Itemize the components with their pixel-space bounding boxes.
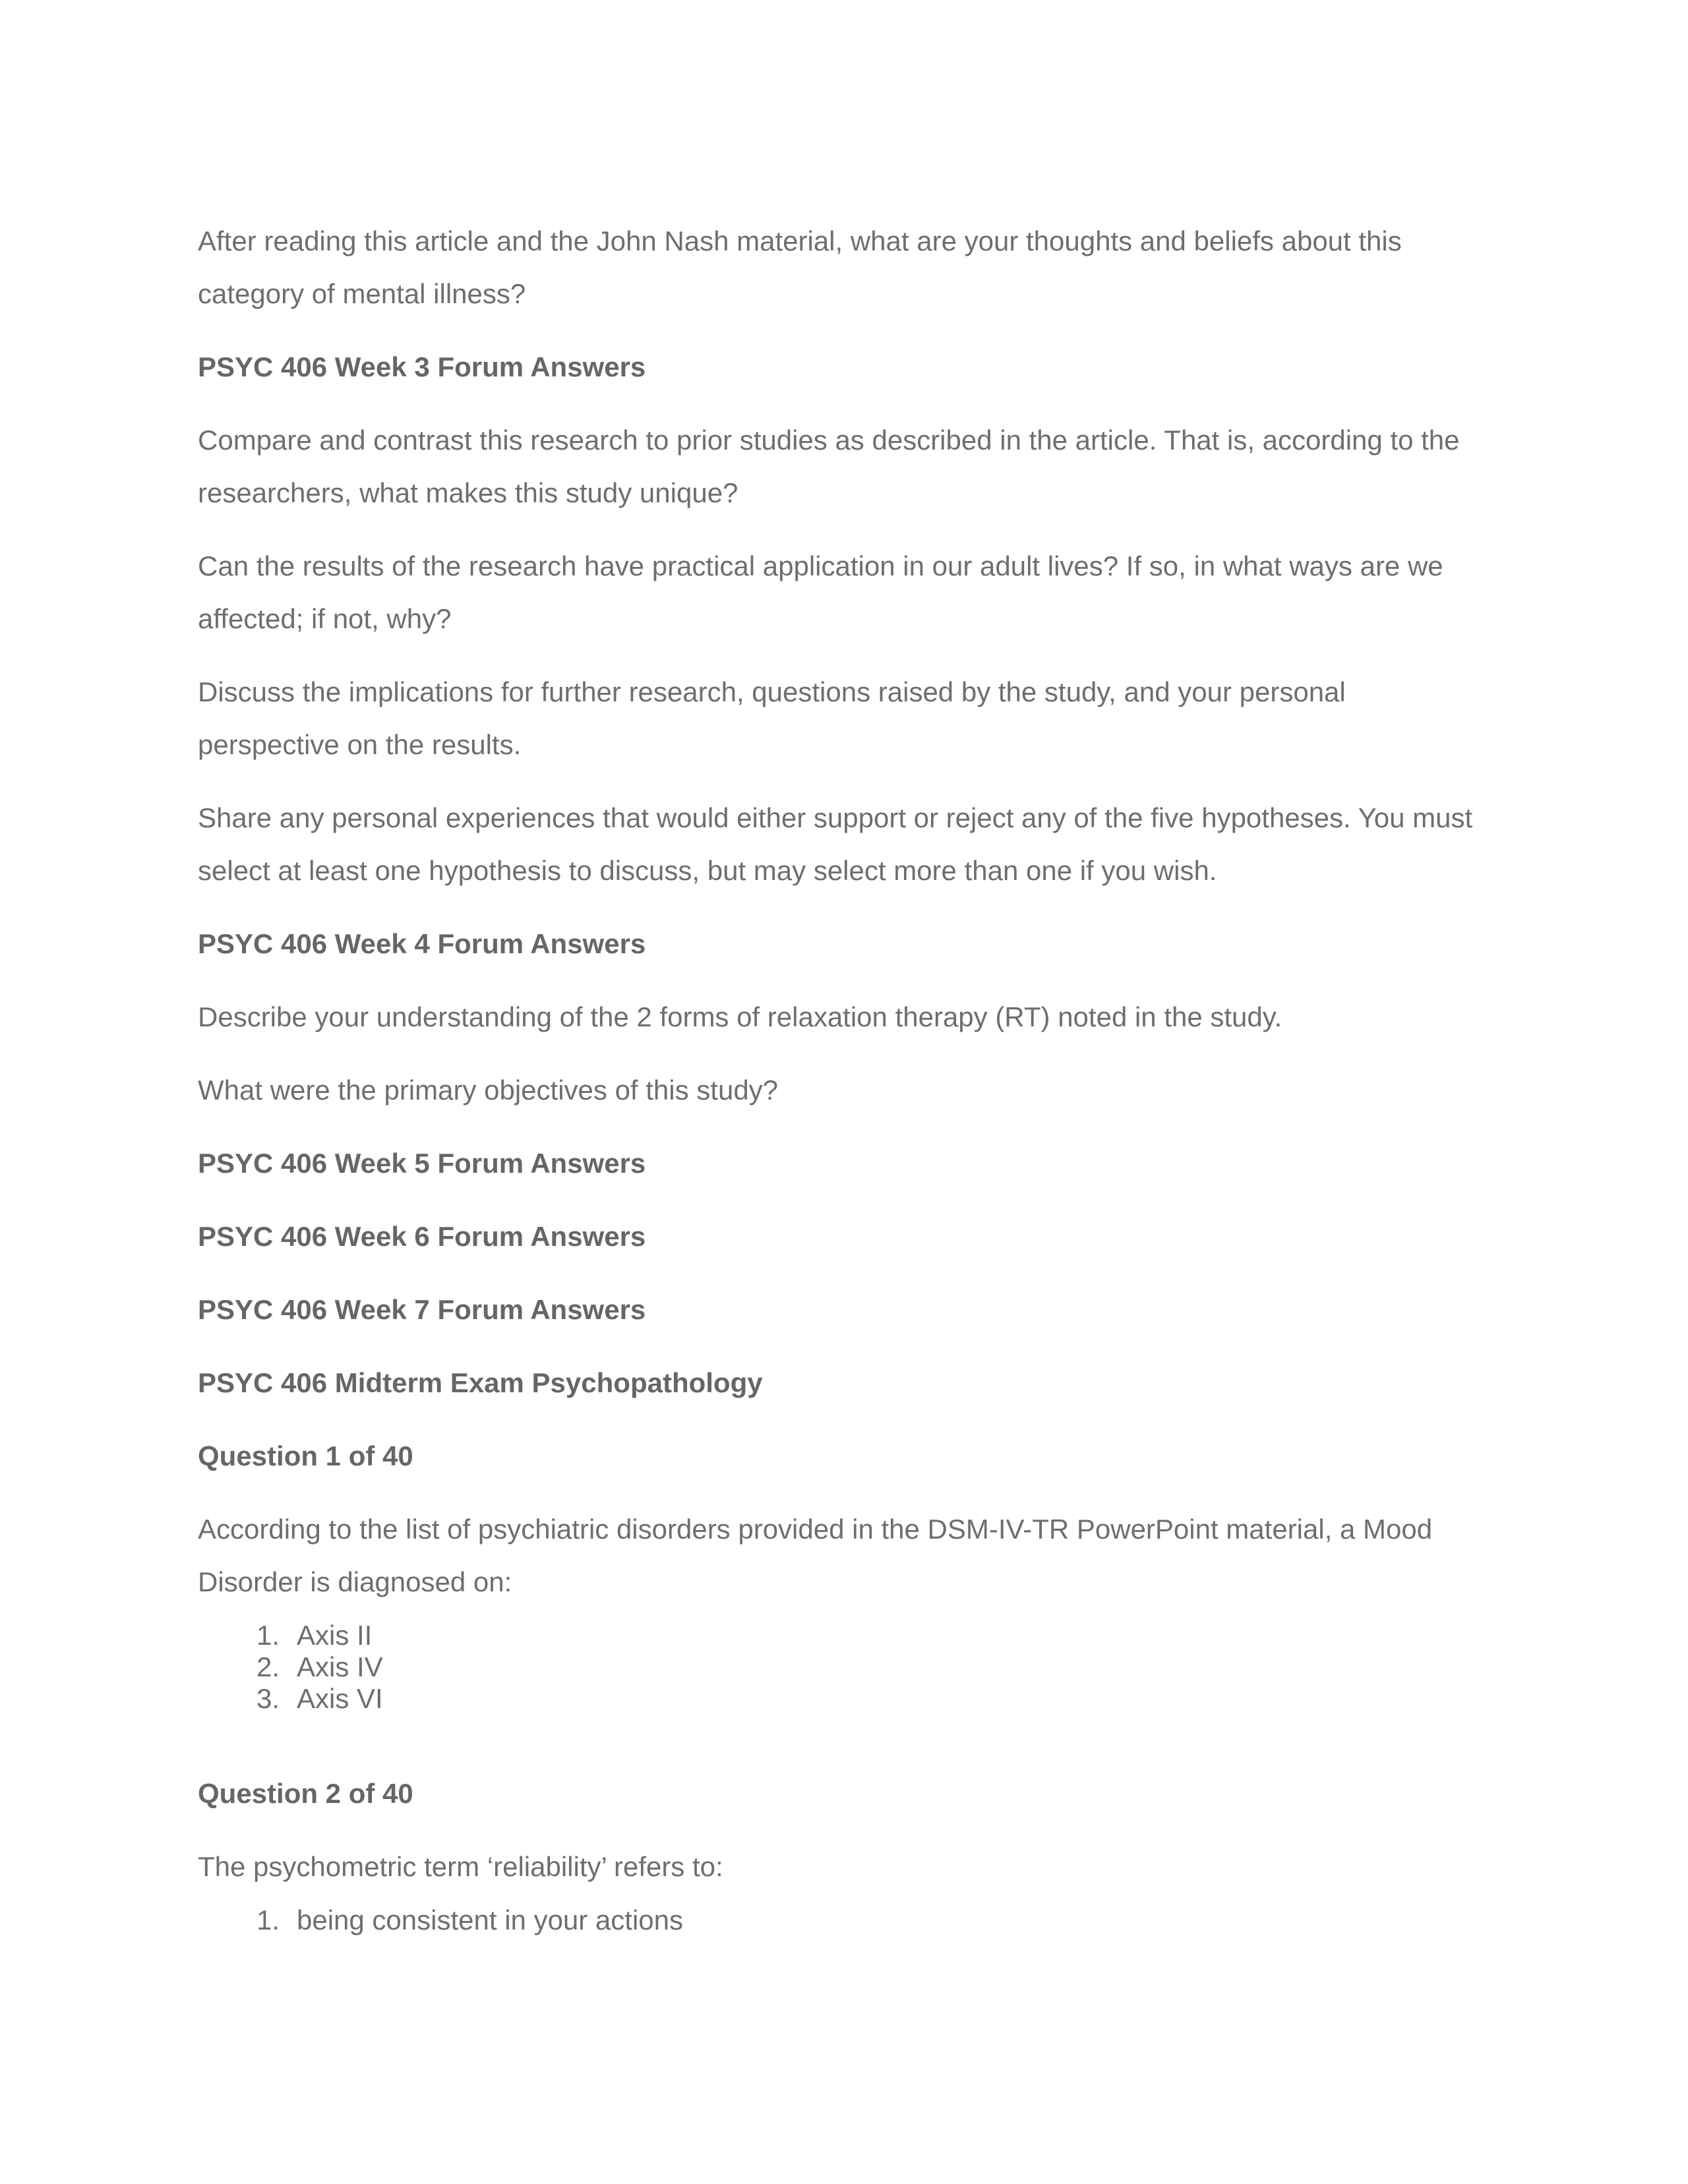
section-heading-week3: PSYC 406 Week 3 Forum Answers [198,351,646,382]
section-heading-week7: PSYC 406 Week 7 Forum Answers [198,1294,646,1325]
answer-options-list [198,1904,1490,1936]
option-text: Axis IV [297,1651,383,1682]
document-page [198,215,1490,1989]
paragraph: What were the primary objectives of this study? [198,1075,779,1106]
paragraph: Compare and contrast this research to prior studies as described in the article. That is, according to the researchers, what makes this study unique? [198,425,1460,508]
option-number: 3. [256,1683,280,1714]
paragraph: Describe your understanding of the 2 forms of relaxation therapy (RT) noted in the study. [198,1001,1282,1032]
answer-option [198,1651,1490,1683]
question-label: Question 2 of 40 [198,1778,413,1809]
paragraph: Share any personal experiences that would either support or reject any of the five hypotheses. You must select at least one hypothesis to discuss, but may select more than one if you wish. [198,802,1473,886]
answer-option [198,1904,1490,1936]
paragraph: Discuss the implications for further research, questions raised by the study, and your personal perspective on the results. [198,676,1346,760]
section-heading-midterm: PSYC 406 Midterm Exam Psychopathology [198,1367,763,1398]
section-heading-week5: PSYC 406 Week 5 Forum Answers [198,1148,646,1179]
option-number: 1. [256,1904,280,1935]
option-text: being consistent in your actions [297,1904,684,1935]
answer-option [198,1683,1490,1715]
answer-option [198,1620,1490,1651]
paragraph: Can the results of the research have practical application in our adult lives? If so, in what ways are we affected; if not, why? [198,550,1443,634]
question-text: The psychometric term ‘reliability’ refers to: [198,1851,723,1882]
question-label: Question 1 of 40 [198,1440,413,1471]
option-text: Axis II [297,1620,373,1651]
option-number: 1. [256,1620,280,1651]
section-heading-week4: PSYC 406 Week 4 Forum Answers [198,928,646,959]
question-text: According to the list of psychiatric disorders provided in the DSM-IV-TR PowerPoint material, a Mood Disorder is diagnosed on: [198,1514,1433,1597]
answer-options-list [198,1620,1490,1715]
section-heading-week6: PSYC 406 Week 6 Forum Answers [198,1221,646,1252]
option-text: Axis VI [297,1683,383,1714]
option-number: 2. [256,1651,280,1682]
paragraph: After reading this article and the John Nash material, what are your thoughts and beliefs about this category of mental illness? [198,225,1402,309]
